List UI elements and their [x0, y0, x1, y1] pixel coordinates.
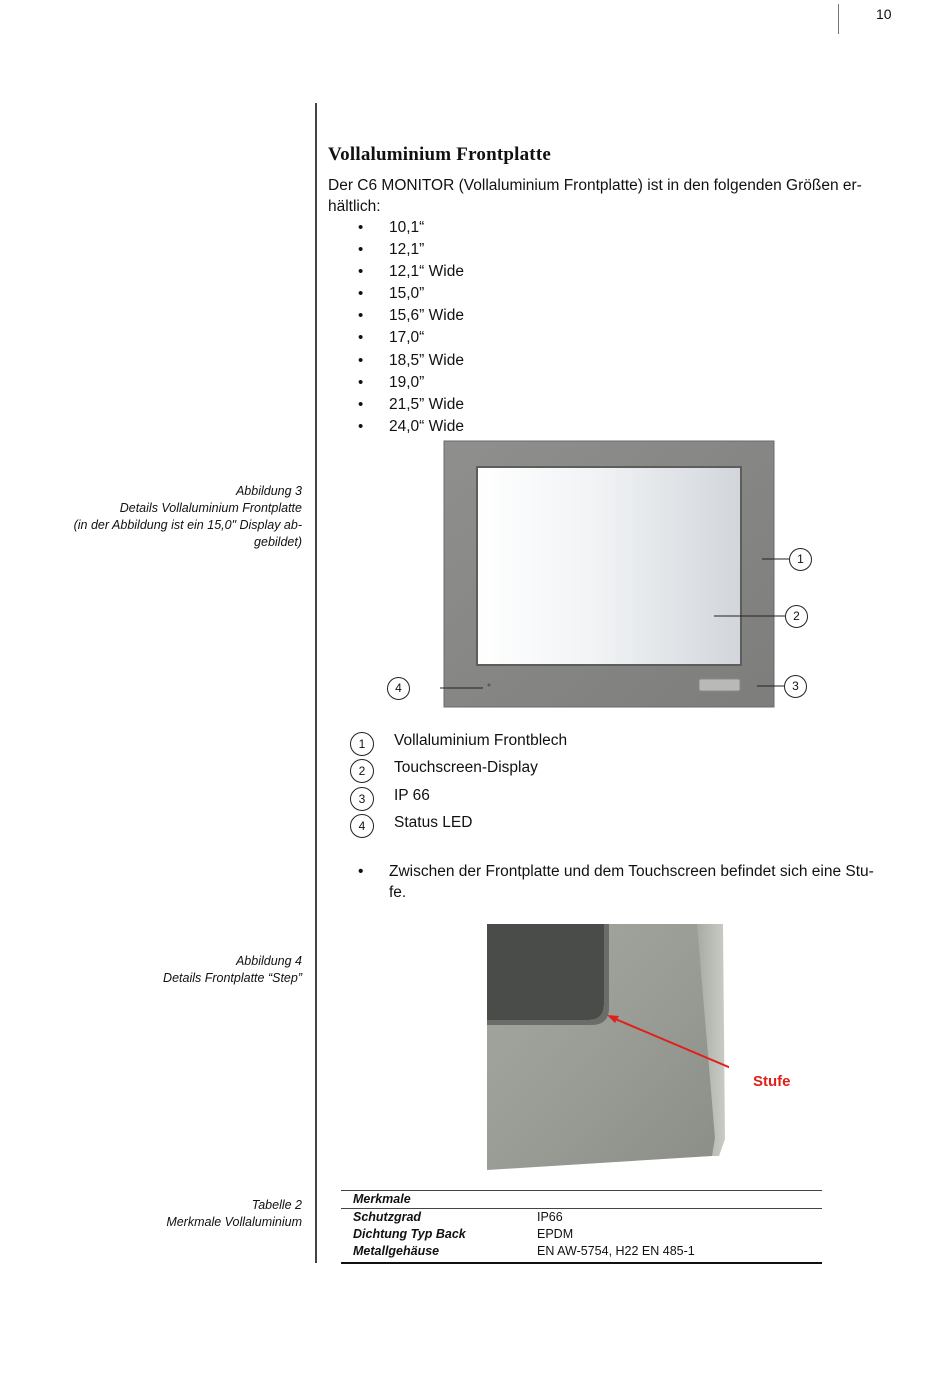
list-item: • 12,1“ Wide [356, 261, 464, 283]
caption-line: gebildet) [254, 535, 302, 549]
table-key: Dichtung Typ Back [353, 1227, 466, 1241]
intro-line: Der C6 MONITOR (Vollaluminium Frontplatte) ist in den folgenden Größen er- [328, 177, 862, 194]
note-line: Zwischen der Frontplatte und dem Touchscreen befindet sich eine Stu- [389, 863, 874, 880]
list-item: • 21,5” Wide [356, 394, 464, 416]
table-row [341, 1243, 822, 1260]
table-key: Schutzgrad [353, 1210, 422, 1224]
legend-label: Vollaluminium Frontblech [394, 732, 568, 749]
table-key: Metallgehäuse [353, 1244, 440, 1258]
note-text [389, 861, 889, 903]
bullet-icon: • [358, 863, 364, 880]
list-item: • 15,0” [356, 283, 464, 305]
intro-line: hältlich: [328, 198, 381, 215]
features-table [341, 1190, 822, 1264]
figure4-caption [52, 953, 302, 987]
list-item: • 24,0“ Wide [356, 416, 464, 438]
legend-label: IP 66 [394, 786, 430, 804]
list-item: • 15,6” Wide [356, 305, 464, 327]
legend-number: 1 [350, 732, 374, 756]
table-row [341, 1226, 822, 1243]
margin-divider [315, 103, 317, 1263]
caption-line: Tabelle 2 [251, 1198, 302, 1212]
callout-3: 3 [784, 675, 807, 698]
table-bottom-rule [341, 1262, 822, 1264]
legend-label: Touchscreen-Display [394, 759, 538, 777]
caption-line: Abbildung 3 [235, 484, 302, 498]
legend-label: Status LED [394, 813, 473, 831]
header-divider [838, 4, 839, 34]
list-item: • 17,0“ [356, 327, 464, 349]
table-value: IP66 [537, 1210, 563, 1224]
status-led [488, 684, 491, 687]
caption-line: Details Vollaluminium Frontplatte [119, 501, 302, 515]
step-detail-photo [487, 924, 729, 1170]
caption-line: Merkmale Vollaluminium [166, 1215, 302, 1229]
monitor-front-figure [440, 438, 820, 710]
list-item: • 12,1” [356, 239, 464, 261]
ip66-badge [699, 679, 740, 691]
caption-line: (in der Abbildung ist ein 15,0" Display ab- [73, 518, 302, 532]
page-number: 10 [876, 6, 892, 22]
note-line: fe. [389, 884, 407, 901]
callout-2: 2 [785, 605, 808, 628]
table2-caption [52, 1197, 302, 1231]
caption-line: Abbildung 4 [235, 954, 302, 968]
callout-4: 4 [387, 677, 410, 700]
section-title: Vollaluminium Frontplatte [328, 144, 551, 165]
list-item: • 19,0” [356, 372, 464, 394]
table-row [341, 1209, 822, 1226]
figure3-caption [52, 483, 302, 551]
size-list [356, 217, 464, 438]
list-item: • 18,5” Wide [356, 350, 464, 372]
touchscreen-surface [487, 924, 604, 1020]
callout-1: 1 [789, 548, 812, 571]
stufe-label: Stufe [753, 1073, 791, 1090]
legend-number: 4 [350, 814, 374, 838]
legend-number: 2 [350, 759, 374, 783]
touchscreen-display [477, 467, 741, 665]
table-header: Merkmale [341, 1191, 822, 1209]
table-value: EN AW-5754, H22 EN 485-1 [537, 1244, 695, 1258]
list-item: • 10,1“ [356, 217, 464, 239]
caption-line: Details Frontplatte “Step” [163, 971, 302, 985]
intro-paragraph [328, 175, 880, 217]
table-value: EPDM [537, 1227, 574, 1241]
legend-number: 3 [350, 787, 374, 811]
